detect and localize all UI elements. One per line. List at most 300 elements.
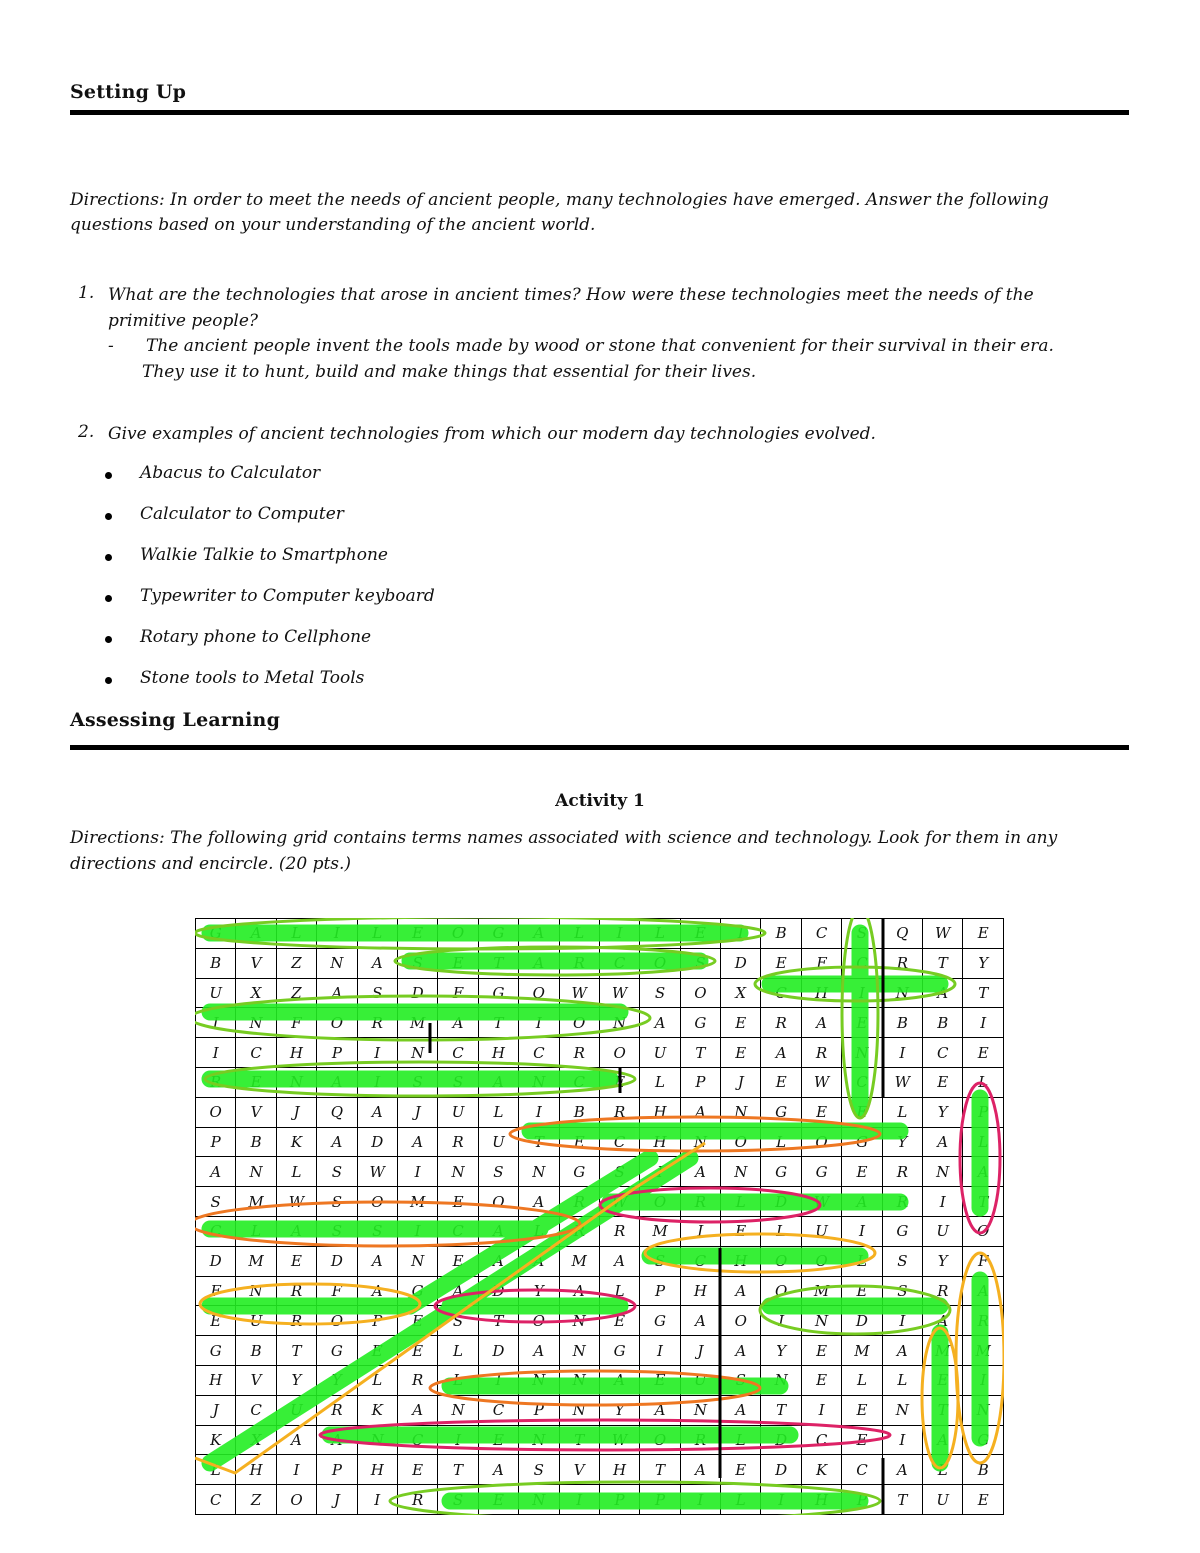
grid-cell[interactable]: G: [761, 1157, 801, 1187]
grid-cell[interactable]: S: [478, 1157, 518, 1187]
grid-cell[interactable]: I: [599, 919, 639, 949]
grid-cell[interactable]: I: [357, 1485, 397, 1515]
grid-cell[interactable]: I: [842, 1216, 882, 1246]
grid-cell[interactable]: A: [478, 1246, 518, 1276]
grid-cell[interactable]: A: [276, 1425, 316, 1455]
grid-cell[interactable]: O: [196, 1097, 236, 1127]
grid-cell[interactable]: U: [196, 978, 236, 1008]
grid-cell[interactable]: A: [680, 1306, 720, 1336]
grid-cell[interactable]: T: [882, 1485, 922, 1515]
grid-cell[interactable]: D: [317, 1246, 357, 1276]
grid-cell[interactable]: R: [559, 1038, 599, 1068]
grid-cell[interactable]: C: [397, 1425, 437, 1455]
grid-cell[interactable]: R: [882, 1157, 922, 1187]
grid-cell[interactable]: N: [963, 1395, 1004, 1425]
grid-cell[interactable]: P: [963, 1097, 1004, 1127]
grid-cell[interactable]: N: [599, 1008, 639, 1038]
grid-cell[interactable]: L: [236, 1216, 276, 1246]
grid-cell[interactable]: V: [559, 1455, 599, 1485]
grid-cell[interactable]: Y: [599, 1395, 639, 1425]
grid-cell[interactable]: I: [882, 1425, 922, 1455]
word-search-puzzle[interactable]: [195, 918, 1004, 1515]
grid-cell[interactable]: U: [923, 1485, 963, 1515]
grid-cell[interactable]: A: [196, 1157, 236, 1187]
grid-cell[interactable]: O: [761, 1246, 801, 1276]
grid-cell[interactable]: N: [519, 1485, 559, 1515]
grid-cell[interactable]: E: [721, 1455, 761, 1485]
grid-cell[interactable]: G: [640, 1306, 680, 1336]
grid-cell[interactable]: G: [761, 1097, 801, 1127]
grid-cell[interactable]: T: [478, 948, 518, 978]
grid-cell[interactable]: G: [599, 1336, 639, 1366]
grid-cell[interactable]: Y: [923, 1246, 963, 1276]
grid-cell[interactable]: R: [923, 1276, 963, 1306]
grid-cell[interactable]: N: [357, 1425, 397, 1455]
grid-cell[interactable]: I: [761, 1306, 801, 1336]
grid-cell[interactable]: E: [438, 1187, 478, 1217]
grid-cell[interactable]: H: [196, 1365, 236, 1395]
grid-cell[interactable]: C: [842, 1067, 882, 1097]
grid-cell[interactable]: R: [801, 1038, 841, 1068]
grid-cell[interactable]: O: [317, 1008, 357, 1038]
grid-cell[interactable]: L: [640, 919, 680, 949]
grid-cell[interactable]: O: [478, 1187, 518, 1217]
grid-cell[interactable]: L: [761, 1127, 801, 1157]
grid-cell[interactable]: A: [599, 1246, 639, 1276]
grid-cell[interactable]: L: [599, 1276, 639, 1306]
grid-cell[interactable]: R: [599, 1097, 639, 1127]
grid-cell[interactable]: C: [680, 1246, 720, 1276]
grid-cell[interactable]: O: [519, 978, 559, 1008]
grid-cell[interactable]: C: [801, 919, 841, 949]
grid-cell[interactable]: I: [357, 1067, 397, 1097]
grid-cell[interactable]: S: [196, 1187, 236, 1217]
grid-cell[interactable]: H: [357, 1455, 397, 1485]
grid-cell[interactable]: A: [357, 1097, 397, 1127]
grid-cell[interactable]: E: [842, 1157, 882, 1187]
grid-cell[interactable]: P: [196, 1127, 236, 1157]
grid-cell[interactable]: A: [721, 1336, 761, 1366]
grid-cell[interactable]: A: [721, 1395, 761, 1425]
grid-cell[interactable]: O: [640, 948, 680, 978]
grid-cell[interactable]: I: [761, 1485, 801, 1515]
grid-cell[interactable]: O: [559, 1008, 599, 1038]
grid-cell[interactable]: A: [317, 1067, 357, 1097]
grid-cell[interactable]: E: [801, 1097, 841, 1127]
grid-cell[interactable]: N: [519, 1157, 559, 1187]
grid-cell[interactable]: G: [196, 919, 236, 949]
grid-cell[interactable]: S: [882, 1276, 922, 1306]
grid-cell[interactable]: N: [721, 1097, 761, 1127]
grid-cell[interactable]: F: [963, 1246, 1004, 1276]
grid-cell[interactable]: O: [721, 1127, 761, 1157]
grid-cell[interactable]: B: [761, 919, 801, 949]
grid-cell[interactable]: S: [721, 1365, 761, 1395]
grid-cell[interactable]: W: [599, 1187, 639, 1217]
grid-cell[interactable]: Y: [317, 1365, 357, 1395]
grid-cell[interactable]: I: [721, 919, 761, 949]
grid-cell[interactable]: N: [923, 1157, 963, 1187]
grid-cell[interactable]: E: [963, 919, 1004, 949]
grid-cell[interactable]: L: [196, 1455, 236, 1485]
grid-cell[interactable]: W: [599, 978, 639, 1008]
grid-cell[interactable]: T: [438, 1455, 478, 1485]
grid-cell[interactable]: G: [842, 1127, 882, 1157]
grid-cell[interactable]: E: [397, 919, 437, 949]
grid-cell[interactable]: N: [559, 1336, 599, 1366]
grid-cell[interactable]: O: [276, 1485, 316, 1515]
grid-cell[interactable]: S: [640, 978, 680, 1008]
grid-cell[interactable]: N: [317, 948, 357, 978]
grid-cell[interactable]: A: [397, 1395, 437, 1425]
grid-cell[interactable]: A: [923, 1425, 963, 1455]
grid-cell[interactable]: A: [923, 1127, 963, 1157]
grid-cell[interactable]: U: [438, 1097, 478, 1127]
grid-cell[interactable]: M: [397, 1008, 437, 1038]
grid-cell[interactable]: J: [317, 1485, 357, 1515]
grid-cell[interactable]: N: [519, 1365, 559, 1395]
grid-cell[interactable]: X: [721, 978, 761, 1008]
grid-cell[interactable]: O: [438, 919, 478, 949]
grid-cell[interactable]: E: [842, 1008, 882, 1038]
grid-cell[interactable]: B: [923, 1008, 963, 1038]
grid-cell[interactable]: J: [397, 1097, 437, 1127]
grid-cell[interactable]: M: [397, 1187, 437, 1217]
grid-cell[interactable]: A: [640, 1395, 680, 1425]
grid-cell[interactable]: G: [317, 1336, 357, 1366]
grid-cell[interactable]: E: [923, 1365, 963, 1395]
grid-cell[interactable]: C: [478, 1395, 518, 1425]
grid-cell[interactable]: S: [397, 948, 437, 978]
grid-cell[interactable]: D: [761, 1455, 801, 1485]
grid-cell[interactable]: H: [478, 1038, 518, 1068]
grid-cell[interactable]: A: [438, 1276, 478, 1306]
grid-cell[interactable]: T: [923, 948, 963, 978]
grid-cell[interactable]: I: [196, 1038, 236, 1068]
grid-cell[interactable]: R: [680, 1425, 720, 1455]
grid-cell[interactable]: E: [923, 1067, 963, 1097]
grid-cell[interactable]: D: [721, 948, 761, 978]
grid-cell[interactable]: E: [478, 1425, 518, 1455]
grid-cell[interactable]: I: [640, 1157, 680, 1187]
grid-cell[interactable]: C: [761, 978, 801, 1008]
grid-cell[interactable]: A: [882, 1455, 922, 1485]
grid-cell[interactable]: O: [761, 1276, 801, 1306]
grid-cell[interactable]: I: [397, 1216, 437, 1246]
grid-cell[interactable]: A: [882, 1336, 922, 1366]
grid-cell[interactable]: O: [963, 1216, 1004, 1246]
grid-cell[interactable]: N: [236, 1276, 276, 1306]
grid-cell[interactable]: C: [196, 1485, 236, 1515]
grid-cell[interactable]: A: [357, 948, 397, 978]
grid-cell[interactable]: L: [640, 1067, 680, 1097]
grid-cell[interactable]: G: [478, 978, 518, 1008]
grid-cell[interactable]: H: [721, 1246, 761, 1276]
grid-cell[interactable]: G: [801, 1157, 841, 1187]
grid-cell[interactable]: S: [357, 978, 397, 1008]
grid-cell[interactable]: A: [640, 1008, 680, 1038]
grid-cell[interactable]: H: [599, 1455, 639, 1485]
grid-cell[interactable]: Q: [317, 1097, 357, 1127]
grid-cell[interactable]: O: [599, 1038, 639, 1068]
grid-cell[interactable]: E: [276, 1246, 316, 1276]
grid-cell[interactable]: N: [559, 1395, 599, 1425]
grid-cell[interactable]: I: [519, 1008, 559, 1038]
grid-cell[interactable]: A: [519, 948, 559, 978]
grid-cell[interactable]: R: [680, 1187, 720, 1217]
grid-cell[interactable]: Y: [519, 1276, 559, 1306]
grid-cell[interactable]: A: [357, 1246, 397, 1276]
grid-cell[interactable]: G: [882, 1216, 922, 1246]
grid-cell[interactable]: H: [640, 1127, 680, 1157]
grid-cell[interactable]: L: [519, 1216, 559, 1246]
grid-cell[interactable]: I: [438, 1425, 478, 1455]
grid-cell[interactable]: E: [801, 1336, 841, 1366]
grid-cell[interactable]: E: [842, 1097, 882, 1127]
grid-cell[interactable]: E: [357, 1336, 397, 1366]
grid-cell[interactable]: K: [801, 1455, 841, 1485]
grid-cell[interactable]: I: [397, 1157, 437, 1187]
grid-cell[interactable]: S: [397, 1067, 437, 1097]
grid-cell[interactable]: E: [721, 1216, 761, 1246]
grid-cell[interactable]: I: [842, 978, 882, 1008]
grid-cell[interactable]: A: [923, 1306, 963, 1336]
grid-cell[interactable]: I: [519, 1097, 559, 1127]
grid-cell[interactable]: O: [357, 1187, 397, 1217]
grid-cell[interactable]: N: [276, 1067, 316, 1097]
grid-cell[interactable]: M: [801, 1276, 841, 1306]
grid-cell[interactable]: I: [963, 1008, 1004, 1038]
grid-cell[interactable]: Z: [276, 978, 316, 1008]
grid-cell[interactable]: I: [680, 1485, 720, 1515]
grid-cell[interactable]: N: [559, 1365, 599, 1395]
grid-cell[interactable]: S: [680, 948, 720, 978]
grid-cell[interactable]: M: [559, 1246, 599, 1276]
grid-cell[interactable]: A: [801, 1008, 841, 1038]
grid-cell[interactable]: E: [761, 1067, 801, 1097]
grid-cell[interactable]: D: [357, 1127, 397, 1157]
grid-cell[interactable]: A: [761, 1038, 801, 1068]
grid-cell[interactable]: M: [236, 1187, 276, 1217]
grid-cell[interactable]: E: [478, 1485, 518, 1515]
grid-cell[interactable]: S: [640, 1246, 680, 1276]
grid-cell[interactable]: C: [801, 1425, 841, 1455]
grid-cell[interactable]: L: [276, 1157, 316, 1187]
grid-cell[interactable]: F: [801, 948, 841, 978]
grid-cell[interactable]: J: [276, 1097, 316, 1127]
grid-cell[interactable]: F: [276, 1008, 316, 1038]
grid-cell[interactable]: E: [599, 1067, 639, 1097]
grid-cell[interactable]: C: [599, 1127, 639, 1157]
grid-cell[interactable]: V: [236, 1365, 276, 1395]
grid-cell[interactable]: E: [801, 1365, 841, 1395]
grid-cell[interactable]: S: [842, 919, 882, 949]
grid-cell[interactable]: J: [196, 1395, 236, 1425]
grid-cell[interactable]: D: [397, 978, 437, 1008]
grid-cell[interactable]: T: [276, 1336, 316, 1366]
grid-cell[interactable]: U: [236, 1306, 276, 1336]
word-search-grid[interactable]: [195, 918, 1004, 1515]
grid-cell[interactable]: T: [761, 1395, 801, 1425]
grid-cell[interactable]: N: [236, 1157, 276, 1187]
grid-cell[interactable]: L: [761, 1216, 801, 1246]
grid-cell[interactable]: U: [640, 1038, 680, 1068]
grid-cell[interactable]: L: [357, 1365, 397, 1395]
grid-cell[interactable]: O: [640, 1187, 680, 1217]
grid-cell[interactable]: P: [317, 1455, 357, 1485]
grid-cell[interactable]: A: [923, 978, 963, 1008]
grid-cell[interactable]: H: [236, 1455, 276, 1485]
grid-cell[interactable]: I: [559, 1485, 599, 1515]
grid-cell[interactable]: A: [599, 1365, 639, 1395]
grid-cell[interactable]: E: [397, 1306, 437, 1336]
grid-cell[interactable]: O: [801, 1127, 841, 1157]
grid-cell[interactable]: C: [842, 948, 882, 978]
grid-cell[interactable]: C: [559, 1067, 599, 1097]
grid-cell[interactable]: Y: [761, 1336, 801, 1366]
grid-cell[interactable]: U: [478, 1127, 518, 1157]
grid-cell[interactable]: F: [317, 1276, 357, 1306]
grid-cell[interactable]: D: [761, 1187, 801, 1217]
grid-cell[interactable]: U: [276, 1395, 316, 1425]
grid-cell[interactable]: P: [640, 1485, 680, 1515]
grid-cell[interactable]: B: [882, 1008, 922, 1038]
grid-cell[interactable]: A: [317, 1425, 357, 1455]
grid-cell[interactable]: T: [478, 1008, 518, 1038]
grid-cell[interactable]: B: [236, 1336, 276, 1366]
grid-cell[interactable]: T: [478, 1306, 518, 1336]
grid-cell[interactable]: T: [963, 978, 1004, 1008]
grid-cell[interactable]: I: [801, 1395, 841, 1425]
grid-cell[interactable]: A: [478, 1455, 518, 1485]
grid-cell[interactable]: T: [963, 1187, 1004, 1217]
grid-cell[interactable]: R: [397, 1365, 437, 1395]
grid-cell[interactable]: R: [761, 1008, 801, 1038]
grid-cell[interactable]: A: [317, 978, 357, 1008]
grid-cell[interactable]: S: [882, 1246, 922, 1276]
grid-cell[interactable]: R: [882, 948, 922, 978]
grid-cell[interactable]: I: [317, 919, 357, 949]
grid-cell[interactable]: M: [842, 1336, 882, 1366]
grid-cell[interactable]: T: [923, 1395, 963, 1425]
grid-cell[interactable]: N: [236, 1008, 276, 1038]
grid-cell[interactable]: A: [519, 919, 559, 949]
grid-cell[interactable]: E: [640, 1365, 680, 1395]
grid-cell[interactable]: S: [317, 1216, 357, 1246]
grid-cell[interactable]: J: [680, 1336, 720, 1366]
grid-cell[interactable]: R: [559, 1187, 599, 1217]
grid-cell[interactable]: S: [599, 1157, 639, 1187]
grid-cell[interactable]: E: [397, 1455, 437, 1485]
grid-cell[interactable]: W: [923, 919, 963, 949]
grid-cell[interactable]: R: [317, 1395, 357, 1425]
grid-cell[interactable]: E: [842, 1425, 882, 1455]
grid-cell[interactable]: K: [276, 1127, 316, 1157]
grid-cell[interactable]: A: [842, 1187, 882, 1217]
grid-cell[interactable]: G: [963, 1425, 1004, 1455]
grid-cell[interactable]: O: [680, 978, 720, 1008]
grid-cell[interactable]: B: [196, 948, 236, 978]
grid-cell[interactable]: C: [842, 1455, 882, 1485]
grid-cell[interactable]: R: [276, 1306, 316, 1336]
grid-cell[interactable]: K: [196, 1425, 236, 1455]
grid-cell[interactable]: V: [236, 948, 276, 978]
grid-cell[interactable]: H: [801, 978, 841, 1008]
grid-cell[interactable]: G: [478, 919, 518, 949]
grid-cell[interactable]: N: [801, 1306, 841, 1336]
grid-cell[interactable]: A: [963, 1157, 1004, 1187]
grid-cell[interactable]: C: [923, 1038, 963, 1068]
grid-cell[interactable]: O: [317, 1306, 357, 1336]
grid-cell[interactable]: E: [721, 1008, 761, 1038]
grid-cell[interactable]: I: [923, 1187, 963, 1217]
grid-cell[interactable]: L: [357, 919, 397, 949]
grid-cell[interactable]: R: [559, 948, 599, 978]
grid-cell[interactable]: H: [680, 1276, 720, 1306]
grid-cell[interactable]: W: [276, 1187, 316, 1217]
grid-cell[interactable]: E: [438, 1246, 478, 1276]
grid-cell[interactable]: A: [478, 1067, 518, 1097]
grid-cell[interactable]: W: [357, 1157, 397, 1187]
grid-cell[interactable]: P: [680, 1067, 720, 1097]
grid-cell[interactable]: P: [519, 1395, 559, 1425]
grid-cell[interactable]: L: [721, 1485, 761, 1515]
grid-cell[interactable]: N: [519, 1067, 559, 1097]
grid-cell[interactable]: A: [519, 1246, 559, 1276]
grid-cell[interactable]: D: [478, 1276, 518, 1306]
grid-cell[interactable]: L: [438, 1336, 478, 1366]
grid-cell[interactable]: I: [680, 1216, 720, 1246]
grid-cell[interactable]: O: [519, 1306, 559, 1336]
grid-cell[interactable]: M: [236, 1246, 276, 1276]
grid-cell[interactable]: U: [923, 1216, 963, 1246]
grid-cell[interactable]: C: [599, 948, 639, 978]
grid-cell[interactable]: E: [438, 948, 478, 978]
grid-cell[interactable]: N: [519, 1425, 559, 1455]
grid-cell[interactable]: A: [680, 1455, 720, 1485]
grid-cell[interactable]: S: [357, 1216, 397, 1246]
grid-cell[interactable]: N: [842, 1038, 882, 1068]
grid-cell[interactable]: P: [842, 1485, 882, 1515]
grid-cell[interactable]: Z: [276, 948, 316, 978]
grid-cell[interactable]: O: [801, 1246, 841, 1276]
grid-cell[interactable]: Y: [276, 1365, 316, 1395]
grid-cell[interactable]: R: [357, 1008, 397, 1038]
grid-cell[interactable]: E: [963, 1485, 1004, 1515]
grid-cell[interactable]: D: [842, 1306, 882, 1336]
grid-cell[interactable]: G: [196, 1336, 236, 1366]
grid-cell[interactable]: N: [680, 1395, 720, 1425]
grid-cell[interactable]: I: [357, 1038, 397, 1068]
grid-cell[interactable]: S: [438, 1067, 478, 1097]
grid-cell[interactable]: U: [801, 1216, 841, 1246]
grid-cell[interactable]: I: [882, 1038, 922, 1068]
grid-cell[interactable]: X: [236, 1425, 276, 1455]
grid-cell[interactable]: B: [559, 1097, 599, 1127]
grid-cell[interactable]: L: [882, 1365, 922, 1395]
grid-cell[interactable]: L: [963, 1127, 1004, 1157]
grid-cell[interactable]: E: [761, 948, 801, 978]
grid-cell[interactable]: W: [599, 1425, 639, 1455]
grid-cell[interactable]: D: [196, 1246, 236, 1276]
grid-cell[interactable]: P: [357, 1306, 397, 1336]
grid-cell[interactable]: R: [882, 1187, 922, 1217]
grid-cell[interactable]: T: [519, 1127, 559, 1157]
grid-cell[interactable]: X: [236, 978, 276, 1008]
grid-cell[interactable]: W: [801, 1067, 841, 1097]
grid-cell[interactable]: R: [559, 1216, 599, 1246]
grid-cell[interactable]: A: [438, 1008, 478, 1038]
